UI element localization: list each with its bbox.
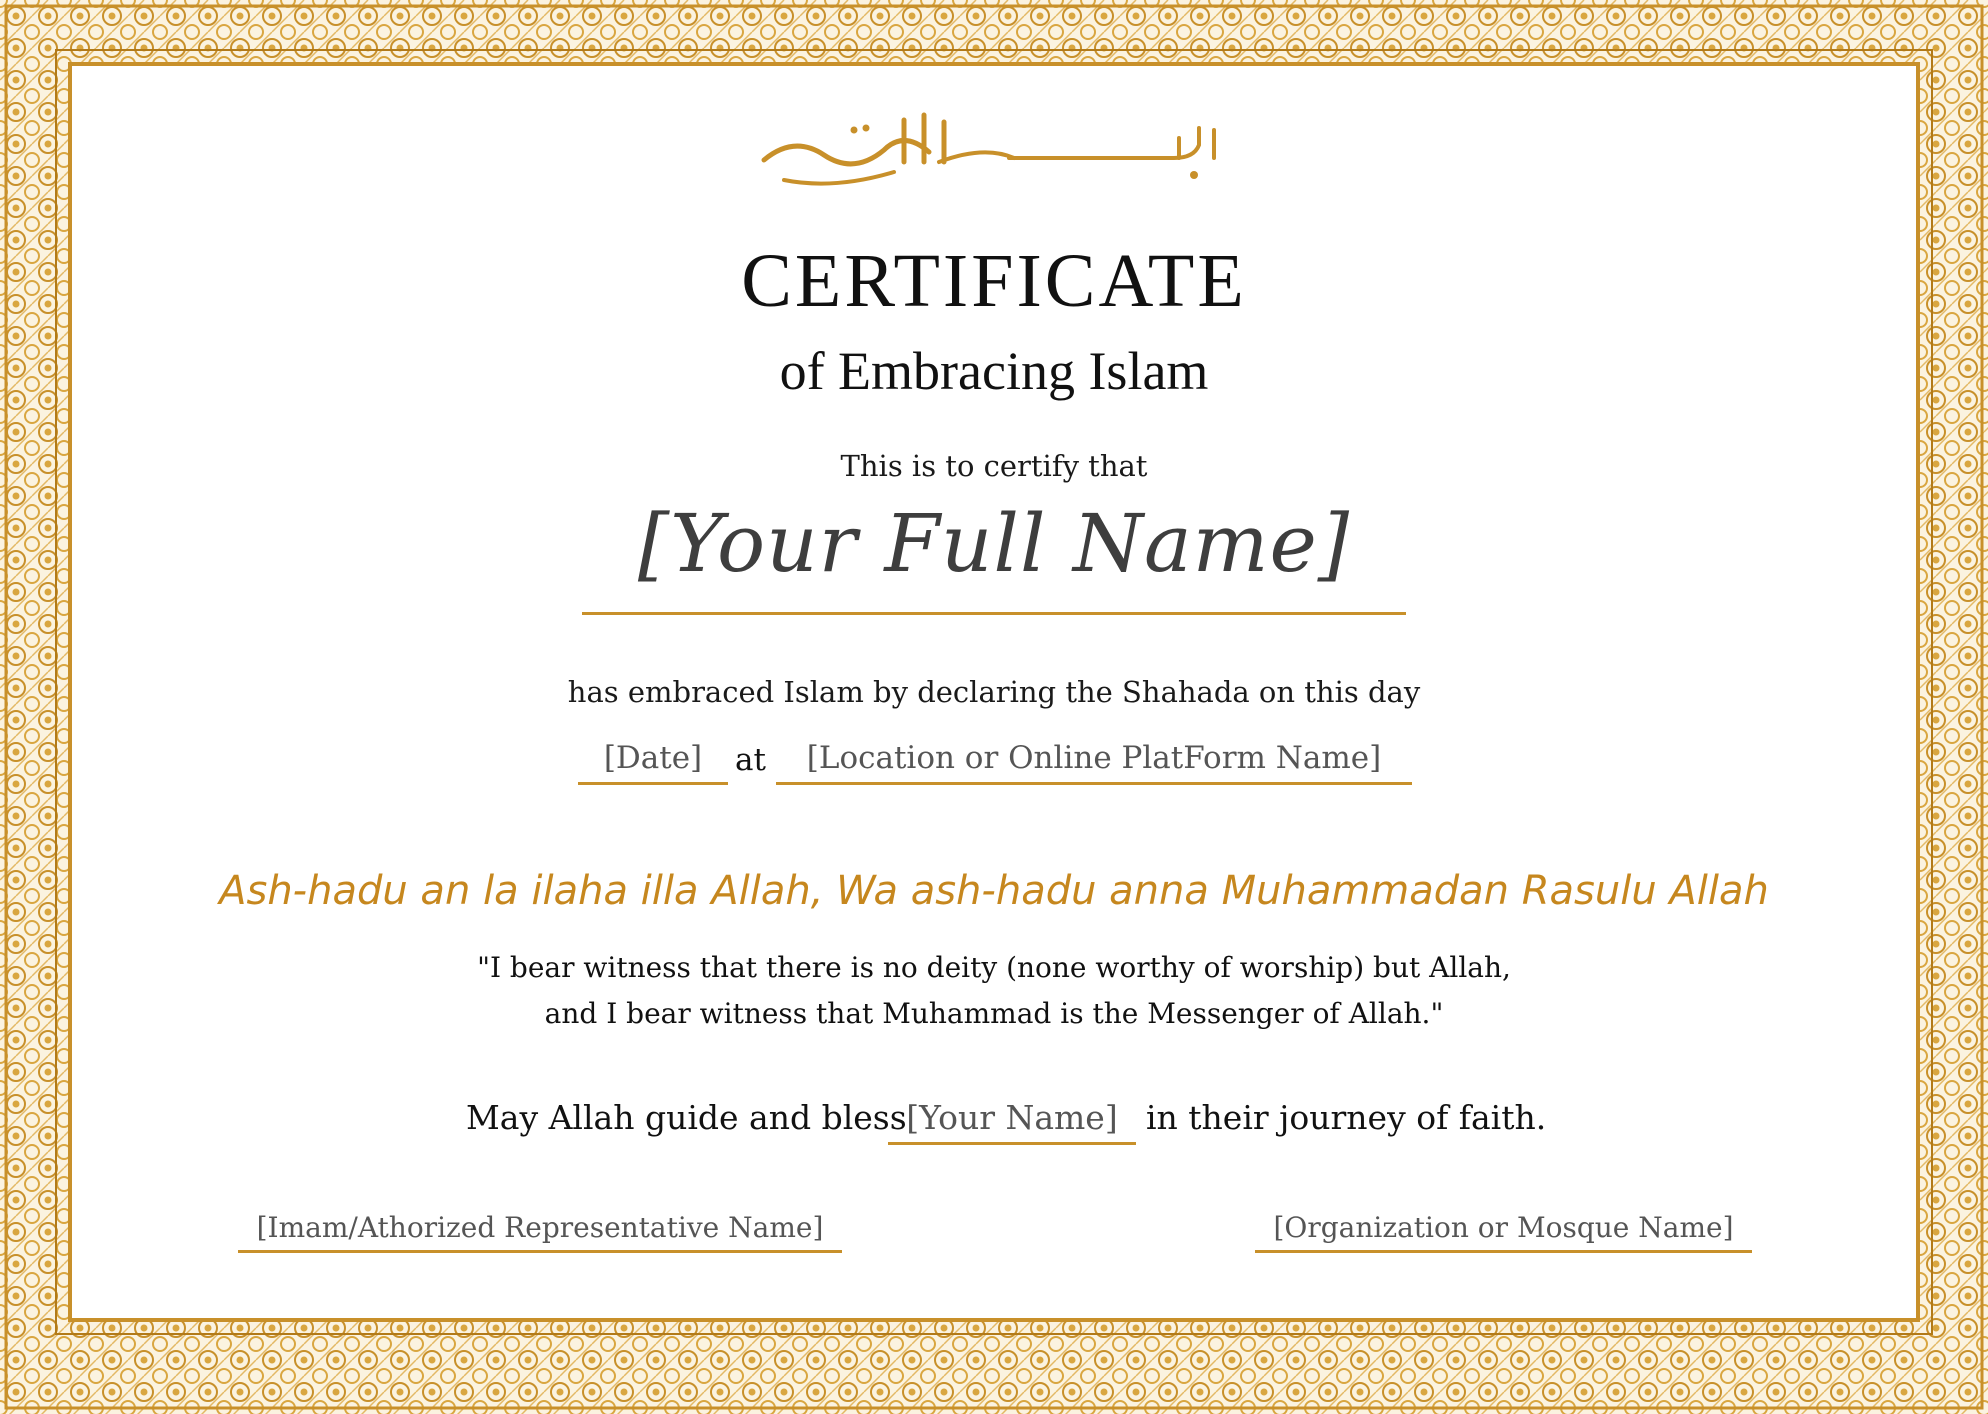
date-field[interactable]: [Date] — [603, 740, 703, 776]
bismillah-calligraphy-icon — [754, 100, 1234, 195]
location-field[interactable]: [Location or Online PlatForm Name] — [806, 740, 1382, 776]
full-name-underline — [582, 612, 1406, 615]
shahada-translation-line1: "I bear witness that there is no deity (none worthy of worship) but Allah, — [477, 951, 1511, 984]
date-underline — [578, 782, 728, 785]
organization-line — [1255, 1250, 1752, 1253]
certificate-heading: CERTIFICATE — [741, 239, 1247, 323]
blessing-name-field[interactable]: [Your Name] — [906, 1098, 1118, 1137]
imam-signature-line — [238, 1250, 842, 1253]
blessing-name-underline — [888, 1142, 1136, 1145]
blessing-prefix: May Allah guide and bless — [466, 1098, 907, 1137]
location-underline — [776, 782, 1412, 785]
declaration-text: has embraced Islam by declaring the Shahada on this day — [567, 675, 1421, 709]
organization-field[interactable]: [Organization or Mosque Name] — [1273, 1211, 1734, 1244]
blessing-suffix: in their journey of faith. — [1146, 1098, 1547, 1137]
certificate-subheading: of Embracing Islam — [779, 341, 1209, 401]
certify-intro-text: This is to certify that — [840, 449, 1148, 483]
at-text: at — [735, 742, 766, 778]
imam-signature-field[interactable]: [Imam/Athorized Representative Name] — [256, 1211, 824, 1244]
shahada-translation-line2: and I bear witness that Muhammad is the Messenger of Allah." — [544, 997, 1444, 1030]
full-name-field[interactable]: [Your Full Name] — [637, 497, 1351, 590]
shahada-transliteration: Ash-hadu an la ilaha illa Allah, Wa ash-hadu anna Muhammadan Rasulu Allah — [219, 868, 1769, 914]
